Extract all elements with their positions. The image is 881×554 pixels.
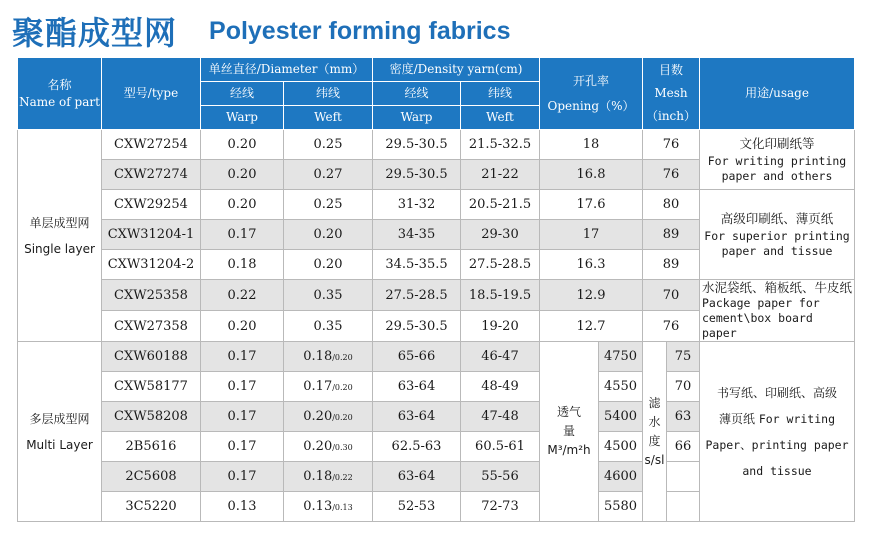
usage-single-2: 高级印刷纸、薄页纸 For superior printing paper and tissue xyxy=(700,190,855,280)
cell-mesh: 76 xyxy=(643,130,700,160)
cell-opening: 17 xyxy=(540,220,643,250)
cell-diameter-warp: 0.18 xyxy=(201,250,284,280)
cell-opening: 18 xyxy=(540,130,643,160)
cell-density-warp: 63-64 xyxy=(373,402,461,432)
cell-mesh: 66 xyxy=(667,432,700,462)
cell-diameter-warp: 0.20 xyxy=(201,160,284,190)
cell-permeability: 4600 xyxy=(599,462,643,492)
usage-multi: 书写纸、印刷纸、高级 薄页纸 For writing Paper、printing paper and tissue xyxy=(700,342,855,522)
cell-type: 2B5616 xyxy=(102,432,201,462)
header-name: 名称 Name of part xyxy=(18,58,102,130)
page-title xyxy=(12,8,511,54)
cell-type: CXW31204-2 xyxy=(102,250,201,280)
cell-diameter-weft: 0.17/0.20 xyxy=(284,372,373,402)
cell-type: CXW25358 xyxy=(102,280,201,311)
header-diameter-warp-zh: 经线 xyxy=(201,82,284,106)
cell-density-warp: 34.5-35.5 xyxy=(373,250,461,280)
cell-mesh: 89 xyxy=(643,250,700,280)
cell-density-weft: 60.5-61 xyxy=(461,432,540,462)
cell-type: CXW58177 xyxy=(102,372,201,402)
cell-diameter-weft: 0.20/0.20 xyxy=(284,402,373,432)
cell-permeability: 4500 xyxy=(599,432,643,462)
header-diameter-warp-en: Warp xyxy=(201,106,284,130)
cell-permeability: 5400 xyxy=(599,402,643,432)
cell-diameter-warp: 0.20 xyxy=(201,190,284,220)
usage-single-3: 水泥袋纸、箱板纸、牛皮纸 Package paper for cement\box board paper xyxy=(700,280,855,342)
header-usage: 用途/usage xyxy=(700,58,855,130)
cell-density-weft: 46-47 xyxy=(461,342,540,372)
cell-opening: 17.6 xyxy=(540,190,643,220)
cell-diameter-weft: 0.35 xyxy=(284,280,373,311)
cell-permeability: 4550 xyxy=(599,372,643,402)
header-density: 密度/Density yarn(cm) xyxy=(373,58,540,82)
cell-diameter-warp: 0.22 xyxy=(201,280,284,311)
cell-type: CXW58208 xyxy=(102,402,201,432)
header-type: 型号/type xyxy=(102,58,201,130)
cell-mesh: 63 xyxy=(667,402,700,432)
cell-opening: 16.8 xyxy=(540,160,643,190)
cell-density-weft: 48-49 xyxy=(461,372,540,402)
cell-mesh: 70 xyxy=(667,372,700,402)
cell-density-weft: 21-22 xyxy=(461,160,540,190)
cell-mesh: 75 xyxy=(667,342,700,372)
cell-opening: 12.7 xyxy=(540,311,643,342)
cell-density-warp: 52-53 xyxy=(373,492,461,522)
cell-density-warp: 34-35 xyxy=(373,220,461,250)
filter-label: 滤 水 度 s/sl xyxy=(643,342,667,522)
cell-density-weft: 21.5-32.5 xyxy=(461,130,540,160)
header-diameter-weft-en: Weft xyxy=(284,106,373,130)
header-diameter: 单丝直径/Diameter（mm） xyxy=(201,58,373,82)
spec-table xyxy=(17,57,855,522)
cell-density-warp: 27.5-28.5 xyxy=(373,280,461,311)
cell-density-weft: 72-73 xyxy=(461,492,540,522)
cell-diameter-weft: 0.35 xyxy=(284,311,373,342)
cell-density-warp: 65-66 xyxy=(373,342,461,372)
group-multi-layer: 多层成型网 Multi Layer xyxy=(18,342,102,522)
cell-permeability: 4750 xyxy=(599,342,643,372)
cell-diameter-warp: 0.17 xyxy=(201,372,284,402)
cell-diameter-warp: 0.17 xyxy=(201,342,284,372)
title-chinese: 聚酯成型网 xyxy=(12,14,178,52)
cell-permeability: 5580 xyxy=(599,492,643,522)
cell-density-weft: 19-20 xyxy=(461,311,540,342)
header-density-warp-zh: 经线 xyxy=(373,82,461,106)
cell-density-warp: 63-64 xyxy=(373,462,461,492)
cell-density-warp: 63-64 xyxy=(373,372,461,402)
cell-mesh: 76 xyxy=(643,160,700,190)
header-mesh: 目数 Mesh （inch） xyxy=(643,58,700,130)
cell-diameter-weft: 0.25 xyxy=(284,130,373,160)
cell-density-warp: 29.5-30.5 xyxy=(373,311,461,342)
table-row xyxy=(18,280,855,311)
cell-type: CXW27254 xyxy=(102,130,201,160)
header-diameter-weft-zh: 纬线 xyxy=(284,82,373,106)
air-permeability-label: 透气 量 M³/m²h xyxy=(540,342,599,522)
table-row xyxy=(18,342,855,372)
cell-diameter-warp: 0.17 xyxy=(201,402,284,432)
cell-mesh: 70 xyxy=(643,280,700,311)
cell-type: CXW31204-1 xyxy=(102,220,201,250)
cell-mesh: 89 xyxy=(643,220,700,250)
cell-density-warp: 31-32 xyxy=(373,190,461,220)
cell-diameter-warp: 0.20 xyxy=(201,311,284,342)
cell-density-warp: 29.5-30.5 xyxy=(373,160,461,190)
cell-diameter-weft: 0.20 xyxy=(284,250,373,280)
cell-density-weft: 47-48 xyxy=(461,402,540,432)
header-density-weft-zh: 纬线 xyxy=(461,82,540,106)
title-english: Polyester forming fabrics xyxy=(209,16,511,45)
cell-diameter-weft: 0.18/0.22 xyxy=(284,462,373,492)
cell-diameter-weft: 0.27 xyxy=(284,160,373,190)
cell-diameter-weft: 0.25 xyxy=(284,190,373,220)
cell-density-weft: 55-56 xyxy=(461,462,540,492)
group-single-layer: 单层成型网 Single layer xyxy=(18,130,102,342)
cell-type: 3C5220 xyxy=(102,492,201,522)
cell-opening: 16.3 xyxy=(540,250,643,280)
cell-mesh xyxy=(667,462,700,492)
cell-diameter-warp: 0.20 xyxy=(201,130,284,160)
cell-density-weft: 18.5-19.5 xyxy=(461,280,540,311)
cell-density-warp: 62.5-63 xyxy=(373,432,461,462)
cell-diameter-warp: 0.17 xyxy=(201,462,284,492)
header-density-warp-en: Warp xyxy=(373,106,461,130)
cell-opening: 12.9 xyxy=(540,280,643,311)
header-opening: 开孔率 Opening（%） xyxy=(540,58,643,130)
cell-mesh: 80 xyxy=(643,190,700,220)
cell-type: CXW27358 xyxy=(102,311,201,342)
cell-mesh: 76 xyxy=(643,311,700,342)
cell-type: CXW29254 xyxy=(102,190,201,220)
cell-diameter-weft: 0.13/0.13 xyxy=(284,492,373,522)
cell-mesh xyxy=(667,492,700,522)
usage-single-1: 文化印刷纸等 For writing printing paper and others xyxy=(700,130,855,190)
cell-diameter-warp: 0.17 xyxy=(201,432,284,462)
header-density-weft-en: Weft xyxy=(461,106,540,130)
cell-diameter-warp: 0.17 xyxy=(201,220,284,250)
table-row xyxy=(18,130,855,160)
cell-diameter-weft: 0.20/0.30 xyxy=(284,432,373,462)
cell-density-weft: 27.5-28.5 xyxy=(461,250,540,280)
cell-type: 2C5608 xyxy=(102,462,201,492)
table-row xyxy=(18,190,855,220)
cell-diameter-weft: 0.20 xyxy=(284,220,373,250)
cell-type: CXW27274 xyxy=(102,160,201,190)
cell-density-weft: 20.5-21.5 xyxy=(461,190,540,220)
cell-density-weft: 29-30 xyxy=(461,220,540,250)
cell-diameter-weft: 0.18/0.20 xyxy=(284,342,373,372)
cell-diameter-warp: 0.13 xyxy=(201,492,284,522)
cell-type: CXW60188 xyxy=(102,342,201,372)
cell-density-warp: 29.5-30.5 xyxy=(373,130,461,160)
